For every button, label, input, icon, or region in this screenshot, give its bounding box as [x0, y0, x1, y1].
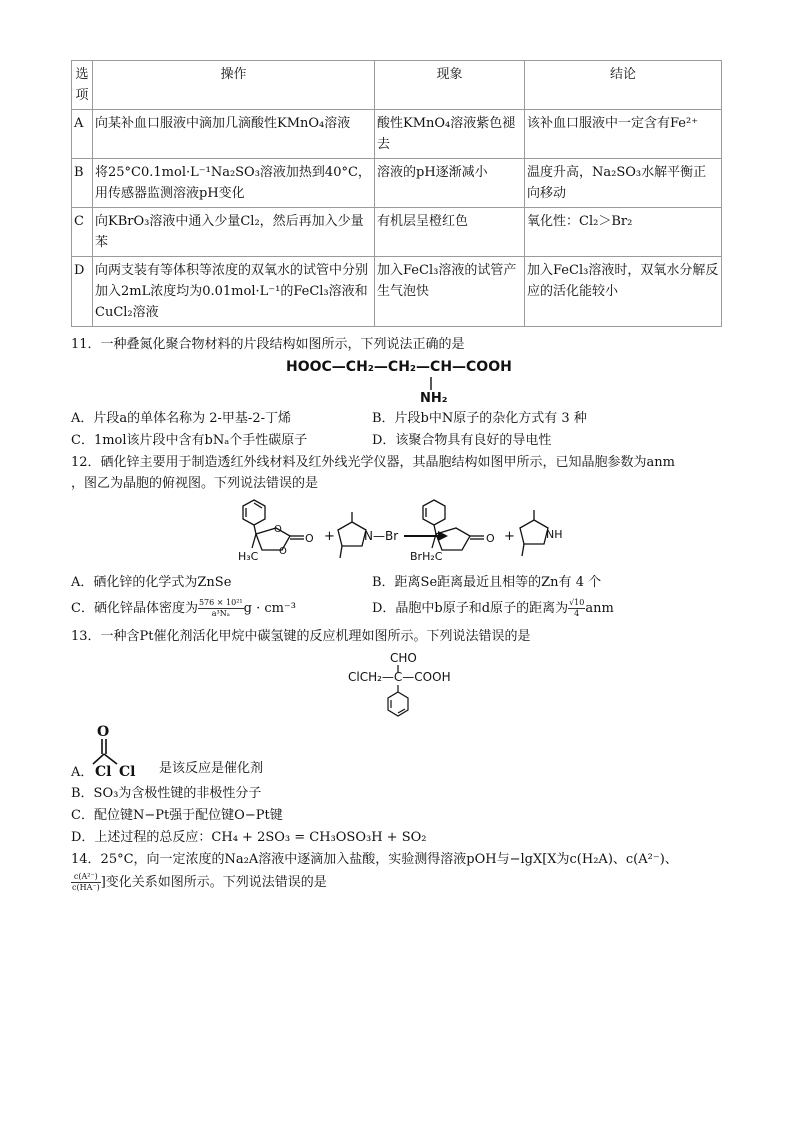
row-phenomenon: 酸性KMnO₄溶液紫色褪去 [375, 110, 525, 159]
q12-o2: O [279, 546, 287, 557]
row-phenomenon: 有机层呈橙红色 [375, 208, 525, 257]
q13-structure-main: ClCH₂—C—COOH [348, 670, 451, 684]
q11-structure-main: HOOC—CH₂—CH₂—CH—COOH [286, 359, 512, 375]
row-option: D [72, 257, 93, 327]
q11-option-b: B．片段b中N原子的杂化方式有 3 种 [372, 411, 587, 426]
phosgene-structure [71, 722, 159, 778]
table-row [72, 257, 722, 327]
q12-reagent-label: N—Br [364, 529, 399, 543]
q14-stem-line2: ]变化关系如图所示。下列说法错误的是 [100, 875, 327, 890]
q14-stem-line1: 14．25°C，向一定浓度的Na₂A溶液中逐滴加入盐酸，实验测得溶液pOH与−lgX[X为c(H₂A)、c(A²⁻)、 [71, 852, 678, 867]
header-conclusion: 结论 [525, 61, 722, 110]
row-conclusion: 氧化性：Cl₂＞Br₂ [525, 208, 722, 257]
row-option: A [72, 110, 93, 159]
q12-o3: O [305, 532, 314, 545]
row-operation: 向KBrO₃溶液中通入少量Cl₂，然后再加入少量苯 [93, 208, 375, 257]
q12-option-c-suffix: g · cm⁻³ [243, 601, 297, 616]
q12-option-d-fraction [568, 598, 585, 619]
q12-option-d-suffix: anm [585, 601, 614, 616]
q13-option-d: D．上述过程的总反应：CH₄ + 2SO₃ = CH₃OSO₃H + SO₂ [71, 830, 427, 845]
row-phenomenon: 溶液的pH逐渐减小 [375, 159, 525, 208]
q12-o-product: O [486, 532, 495, 545]
q12-plus-1: + [324, 529, 335, 544]
q14-fraction-numerator: c(A²⁻) [71, 872, 101, 883]
q12-stem-line1: 12．硒化锌主要用于制造透红外线材料及红外线光学仪器，其晶胞结构如图甲所示，已知晶胞参数为anm [71, 455, 675, 470]
row-phenomenon: 加入FeCl₃溶液的试管产生气泡快 [375, 257, 525, 327]
phosgene-cl-1: Cl [95, 764, 112, 778]
phosgene-cl-2: Cl [119, 764, 136, 778]
q11-stem: 11．一种叠氮化聚合物材料的片段结构如图所示，下列说法正确的是 [71, 337, 465, 352]
experiment-table [71, 60, 722, 327]
q12-option-d-numerator: √10 [569, 598, 585, 607]
row-operation: 向某补血口服液中滴加几滴酸性KMnO₄溶液 [93, 110, 375, 159]
header-operation: 操作 [93, 61, 375, 110]
q12-option-a: A．硒化锌的化学式为ZnSe [71, 575, 232, 590]
q11-structure [286, 354, 526, 410]
q12-reactant-label: H₃C [238, 550, 259, 563]
q11-option-d: D．该聚合物具有良好的导电性 [372, 433, 552, 448]
row-option: B [72, 159, 93, 208]
q12-option-c-denominator: a³Nₐ [211, 609, 230, 618]
q13-option-a-text: 是该反应是催化剂 [159, 761, 264, 776]
q12-option-c-numerator: 576 × 10²¹ [198, 598, 243, 607]
q13-option-a [71, 722, 263, 778]
q11-structure-sub: NH₂ [420, 391, 448, 406]
phosgene-o: O [97, 724, 110, 740]
row-operation: 将25°C0.1mol·L⁻¹Na₂SO₃溶液加热到40°C，用传感器监测溶液pH变化 [93, 159, 375, 208]
row-option: C [72, 208, 93, 257]
header-phenomenon: 现象 [375, 61, 525, 110]
table-header-row [72, 61, 722, 110]
q12-option-c-fraction [198, 598, 244, 619]
q11-option-c: C．1mol该片段中含有bNₐ个手性碳原子 [71, 433, 308, 448]
table-row [72, 110, 722, 159]
q12-stem-line2: ，图乙为晶胞的俯视图。下列说法错误的是 [71, 476, 319, 491]
q13-stem: 13．一种含Pt催化剂活化甲烷中碳氢键的反应机理如图所示。下列说法错误的是 [71, 629, 531, 644]
q11-option-a: A．片段a的单体名称为 2-甲基-2-丁烯 [71, 411, 291, 426]
q12-option-d [372, 598, 614, 619]
table-row [72, 208, 722, 257]
row-conclusion: 该补血口服液中一定含有Fe²⁺ [525, 110, 722, 159]
header-option: 选项 [72, 61, 93, 110]
q12-nh-label: NH [546, 528, 563, 541]
q12-plus-2: + [504, 529, 515, 544]
q12-o1: O [274, 524, 282, 535]
q12-option-d-denominator: 4 [574, 609, 580, 618]
q14-fraction [71, 872, 101, 893]
q13-structure [346, 648, 456, 724]
q13-option-c: C．配位键N−Pt强于配位键O−Pt键 [71, 808, 283, 823]
table-row [72, 159, 722, 208]
q14-stem-line2-wrap [71, 872, 327, 893]
row-operation: 向两支装有等体积等浓度的双氧水的试管中分别加入2mL浓度均为0.01mol·L⁻¹的FeCl₃溶液和CuCl₂溶液 [93, 257, 375, 327]
q12-option-b: B．距离Se距离最近且相等的Zn有 4 个 [372, 575, 602, 590]
q12-option-c [71, 598, 296, 619]
q13-structure-top: CHO [390, 651, 417, 665]
q13-option-b: B．SO₃为含极性键的非极性分子 [71, 786, 262, 801]
q14-fraction-denominator: c(HA⁻) [72, 883, 100, 892]
row-conclusion: 温度升高，Na₂SO₃水解平衡正向移动 [525, 159, 722, 208]
row-conclusion: 加入FeCl₃溶液时，双氧水分解反应的活化能较小 [525, 257, 722, 327]
q12-option-c-prefix: C．硒化锌晶体密度为 [71, 601, 198, 616]
q12-option-d-prefix: D．晶胞中b原子和d原子的距离为 [372, 601, 569, 616]
q12-product-label: BrH₂C [410, 550, 443, 563]
q12-reaction-scheme [234, 496, 564, 572]
q13-option-a-prefix: A． [71, 765, 94, 778]
